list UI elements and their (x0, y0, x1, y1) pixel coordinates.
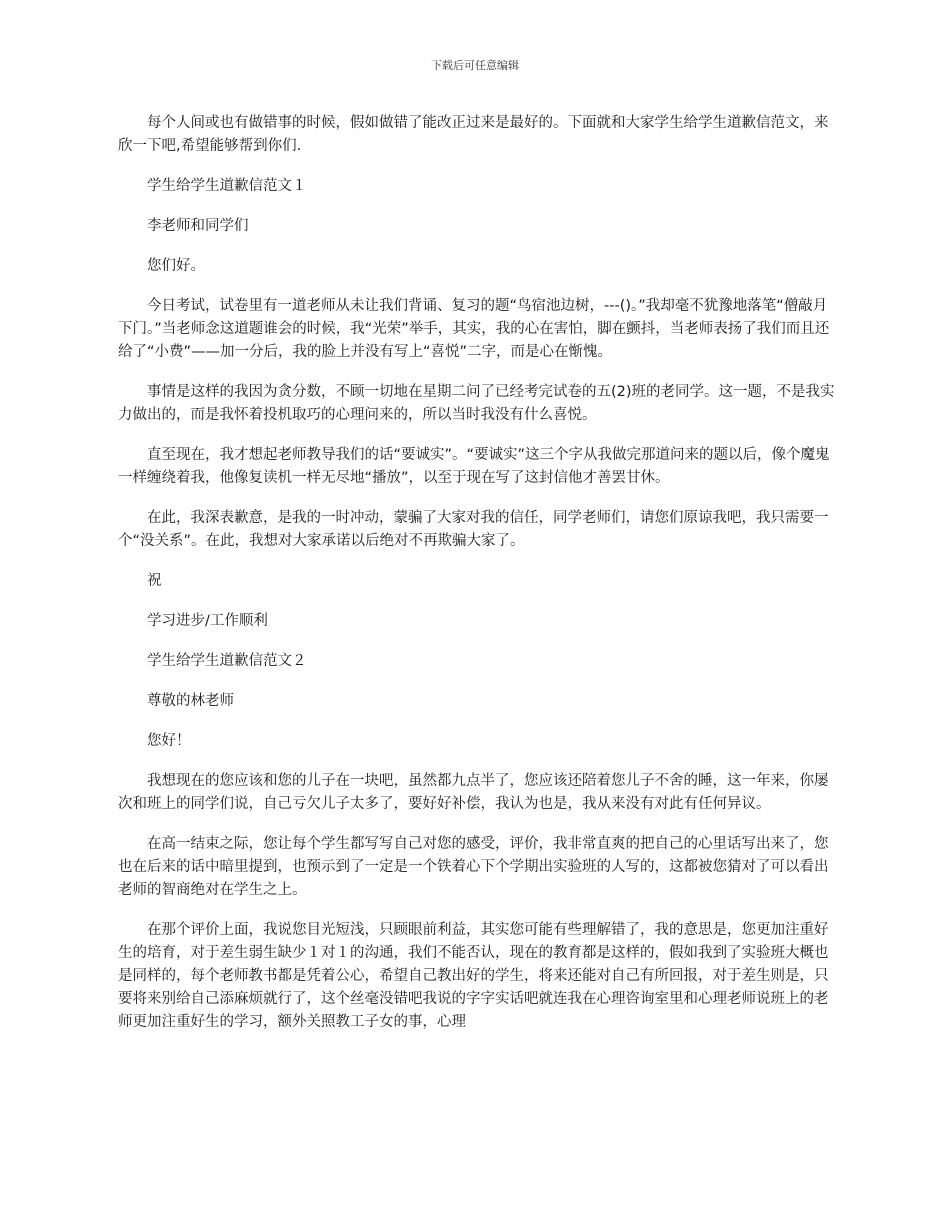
paragraph: 今日考试，试卷里有一道老师从未让我们背诵、复习的题“鸟宿池边树，---()。”我却毫不犹豫地落笔“僧敲月下门。”当老师念这道题谁会的时候，我“光荣”举手，其实，我的心在害怕，脚在颤抖，当老师表扬了我们而且还给了“小费”——加一分后，我的脸上并没有写上“喜悦”二字，而是心在惭愧。 (118, 298, 830, 360)
page-header-note: 下载后可任意编辑 (431, 59, 519, 72)
paragraph: 学生给学生道歉信范文２ (147, 653, 307, 669)
paragraph: 李老师和同学们 (147, 218, 249, 234)
paragraph: 尊敬的林老师 (147, 693, 234, 709)
paragraph: 您好！ (147, 733, 191, 749)
paragraph: 事情是这样的我因为贪分数，不顾一切地在星期二问了已经考完试卷的五(2)班的老同学。这一题，不是我实力做出的，而是我怀着投机取巧的心理问来的，所以当时我没有什么喜悦。 (118, 384, 835, 423)
paragraph: 学生给学生道歉信范文１ (147, 178, 307, 194)
paragraph: 每个人间或也有做错事的时候，假如做错了能改正过来是最好的。下面就和大家学生给学生道歉信范文，来欣一下吧,希望能够帮到你们. (118, 115, 829, 154)
paragraph: 您们好。 (147, 258, 205, 274)
paragraph: 直至现在，我才想起老师教导我们的话“要诚实”。“要诚实”这三个字从我做完那道问来的题以后，像个魔鬼一样缠绕着我，他像复读机一样无尽地“播放”，以至于现在写了这封信他才善罢甘休。 (118, 447, 830, 486)
document-body (118, 112, 836, 1051)
paragraph: 学习进步/工作顺利 (147, 613, 268, 629)
paragraph: 祝 (147, 573, 162, 589)
paragraph: 在那个评价上面，我说您目光短浅，只顾眼前利益，其实您可能有些理解错了，我的意思是，您更加注重好生的培育，对于差生弱生缺少１对１的沟通，我们不能否认，现在的教育都是这样的，假如我到了实验班大概也是同样的，每个老师教书都是凭着公心，希望自己教出好的学生，将来还能对自己有所回报，对于差生则是，只要将来别给自己添麻烦就行了，这个丝毫没错吧我说的字字实话吧就连我在心理咨询室里和心理老师说班上的老师更加注重好生的学习，额外关照教工子女的事，心理 (118, 922, 829, 1030)
paragraph: 我想现在的您应该和您的儿子在一块吧，虽然都九点半了，您应该还陪着您儿子不舍的睡，这一年来，你屡次和班上的同学们说，自己亏欠儿子太多了，要好好补偿，我认为也是，我从来没有对此有任何异议。 (118, 773, 829, 812)
paragraph: 在高一结束之际，您让每个学生都写写自己对您的感受，评价，我非常直爽的把自己的心里话写出来了，您也在后来的话中暗里提到，也预示到了一定是一个铁着心下个学期出实验班的人写的，这都被您猜对了可以看出老师的智商绝对在学生之上。 (118, 836, 829, 898)
paragraph: 在此，我深表歉意，是我的一时冲动，蒙骗了大家对我的信任，同学老师们，请您们原谅我吧，我只需要一个“没关系”。在此，我想对大家承诺以后绝对不再欺骗大家了。 (118, 510, 829, 549)
